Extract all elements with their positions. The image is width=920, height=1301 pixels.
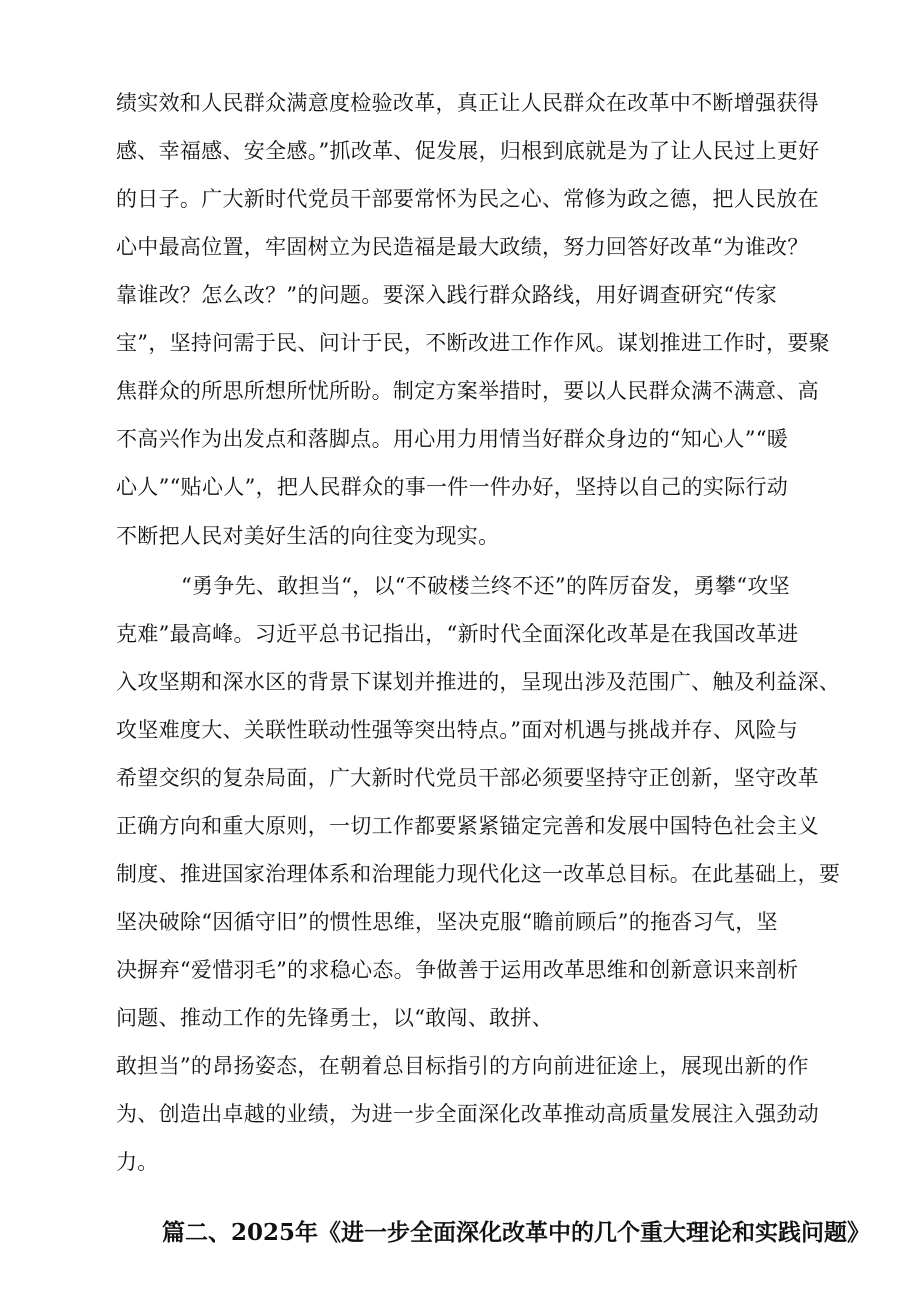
body-text-line: 正确方向和重大原则，一切工作都要紧紧锚定完善和发展中国特色社会主义 [116, 814, 819, 838]
body-text-line: 敢担当”的昂扬姿态，在朝着总目标指引的方向前进征途上，展现出新的作 [116, 1054, 809, 1078]
body-text-line: 焦群众的所思所想所忧所盼。制定方案举措时，要以人民群众满不满意、高 [116, 379, 819, 403]
body-text-line: 力。 [116, 1150, 159, 1174]
body-text-line: 心中最高位置，牢固树立为民造福是最大政绩，努力回答好改革“为谁改？ [116, 235, 809, 259]
body-text-line: 坚决破除“因循守旧”的惯性思维，坚决克服“瞻前顾后”的拖沓习气，坚 [116, 910, 778, 934]
body-text-line: 希望交织的复杂局面，广大新时代党员干部必须要坚持守正创新，坚守改革 [116, 766, 819, 790]
body-text-line: 绩实效和人民群众满意度检验改革，真正让人民群众在改革中不断增强获得 [116, 91, 819, 115]
body-text-line: 攻坚难度大、关联性联动性强等突出特点。”面对机遇与挑战并存、风险与 [116, 718, 799, 742]
body-text-line: 不高兴作为出发点和落脚点。用心用力用情当好群众身边的“知心人”“暖 [116, 427, 789, 451]
paragraph-first-line: “勇争先、敢担当“，以“不破楼兰终不还”的阵厉奋发，勇攀“攻坚 [181, 574, 790, 598]
body-text-line: 决摒弃“爱惜羽毛”的求稳心态。争做善于运用改革思维和创新意识来剖析 [116, 958, 799, 982]
body-text-line: 入攻坚期和深水区的背景下谋划并推进的，呈现出涉及范围广、触及利益深、 [116, 670, 841, 694]
body-text-line: 心人”“贴心人”，把人民群众的事一件一件办好，坚持以自己的实际行动 [116, 475, 789, 499]
body-text-line: 问题、推动工作的先锋勇士，以“敢闯、敢拼、 [116, 1006, 554, 1030]
body-text-line: 感、幸福感、安全感。”抓改革、促发展，归根到底就是为了让人民过上更好 [116, 139, 820, 163]
body-text-line: 克难”最高峰。习近平总书记指出，“新时代全面深化改革是在我国改革进 [116, 622, 799, 646]
body-text-line: 不断把人民对美好生活的向往变为现实。 [116, 524, 500, 548]
body-text-line: 为、创造出卓越的业绩，为进一步全面深化改革推动高质量发展注入强劲动 [116, 1102, 819, 1126]
body-text-line: 的日子。广大新时代党员干部要常怀为民之心、常修为政之德，把人民放在 [116, 187, 819, 211]
body-text-line: 靠谁改？怎么改？”的问题。要深入践行群众路线，用好调查研究“传家 [116, 283, 778, 307]
body-text-line: 制度、推进国家治理体系和治理能力现代化这一改革总目标。在此基础上，要 [116, 862, 841, 886]
section-heading: 篇二、2025年《进一步全面深化改革中的几个重大理论和实践问题》 [162, 1219, 871, 1246]
body-text-line: 宝”，坚持问需于民、问计于民，不断改进工作作风。谋划推进工作时，要聚 [116, 331, 830, 355]
